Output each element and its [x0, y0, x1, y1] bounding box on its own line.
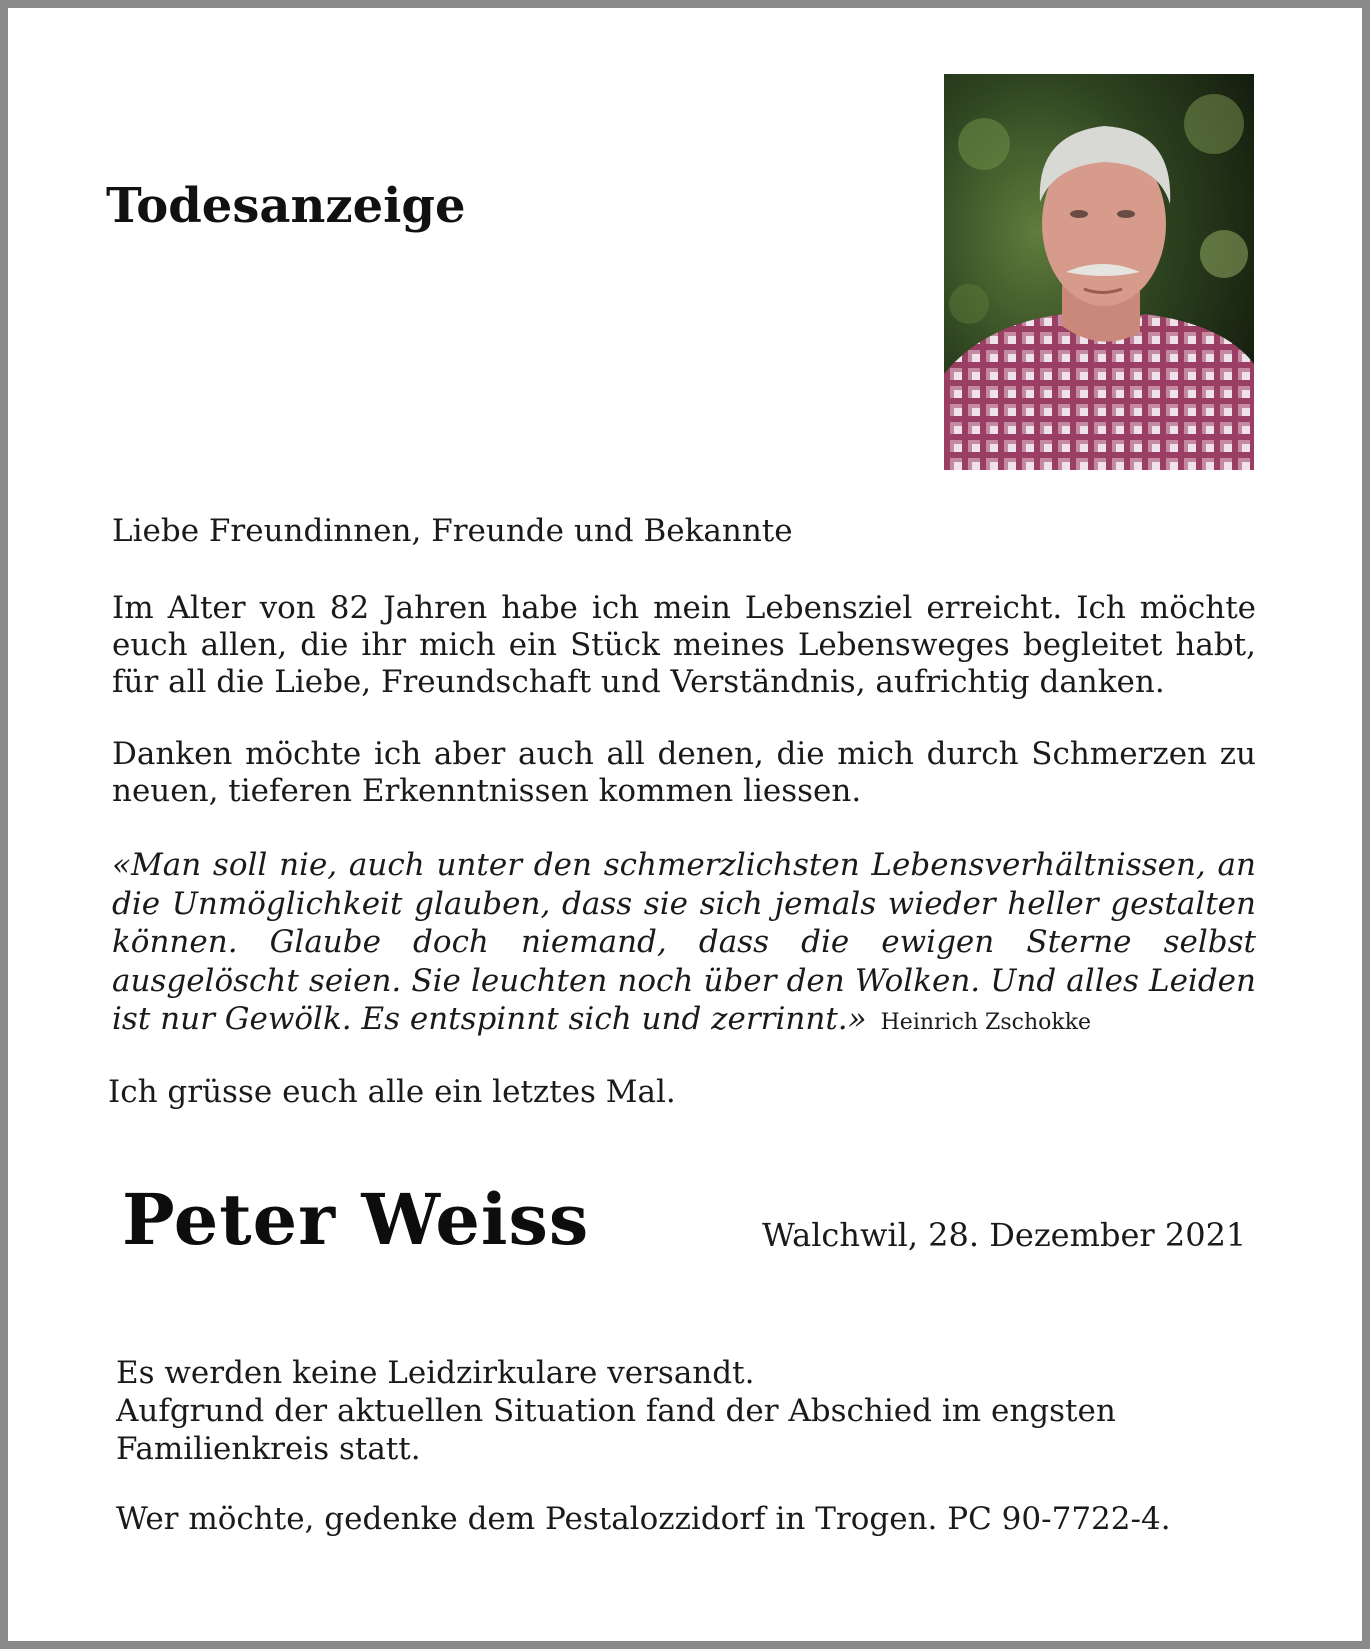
donation-line: Wer möchte, gedenke dem Pestalozzidorf in Trogen. PC 90-7722-4.: [116, 1501, 1171, 1537]
paragraph-thanks: Danken möchte ich aber auch all denen, die mich durch Schmerzen zu neuen, tieferen Erkenntnissen kommen liessen.: [112, 736, 1256, 809]
greeting: Liebe Freundinnen, Freunde und Bekannte: [112, 513, 793, 549]
notice-block: [116, 1354, 1266, 1468]
farewell-line: Ich grüsse euch alle ein letztes Mal.: [108, 1074, 676, 1110]
page-title: Todesanzeige: [106, 178, 466, 234]
deceased-name: Peter Weiss: [122, 1178, 590, 1261]
quote-block: [112, 846, 1256, 1043]
place-and-date: Walchwil, 28. Dezember 2021: [762, 1216, 1247, 1254]
notice-line-2: Aufgrund der aktuellen Situation fand der Abschied im engsten Familienkreis statt.: [116, 1393, 1116, 1467]
quote-author: Heinrich Zschokke: [880, 1010, 1092, 1035]
portrait-photo: [944, 74, 1254, 470]
quote-text: «Man soll nie, auch unter den schmerzlichsten Lebensverhältnissen, an die Unmöglichkeit glauben, dass sie sich jemals wieder heller gestalten können. Glaube doch niemand, dass die ewigen Sterne selbst ausgelöscht seien. Sie leuchten noch über den Wolken. Und alles Leiden ist nur Gewölk. Es entspinnt sich und zerrinnt.»: [112, 847, 1256, 1037]
obituary-page: [8, 8, 1362, 1641]
paragraph-age: Im Alter von 82 Jahren habe ich mein Lebensziel erreicht. Ich möchte euch allen, die ihr mich ein Stück meines Lebensweges begleitet habt, für all die Liebe, Freundschaft und Verständnis, aufrichtig danken.: [112, 590, 1256, 700]
notice-line-1: Es werden keine Leidzirkulare versandt.: [116, 1355, 755, 1391]
